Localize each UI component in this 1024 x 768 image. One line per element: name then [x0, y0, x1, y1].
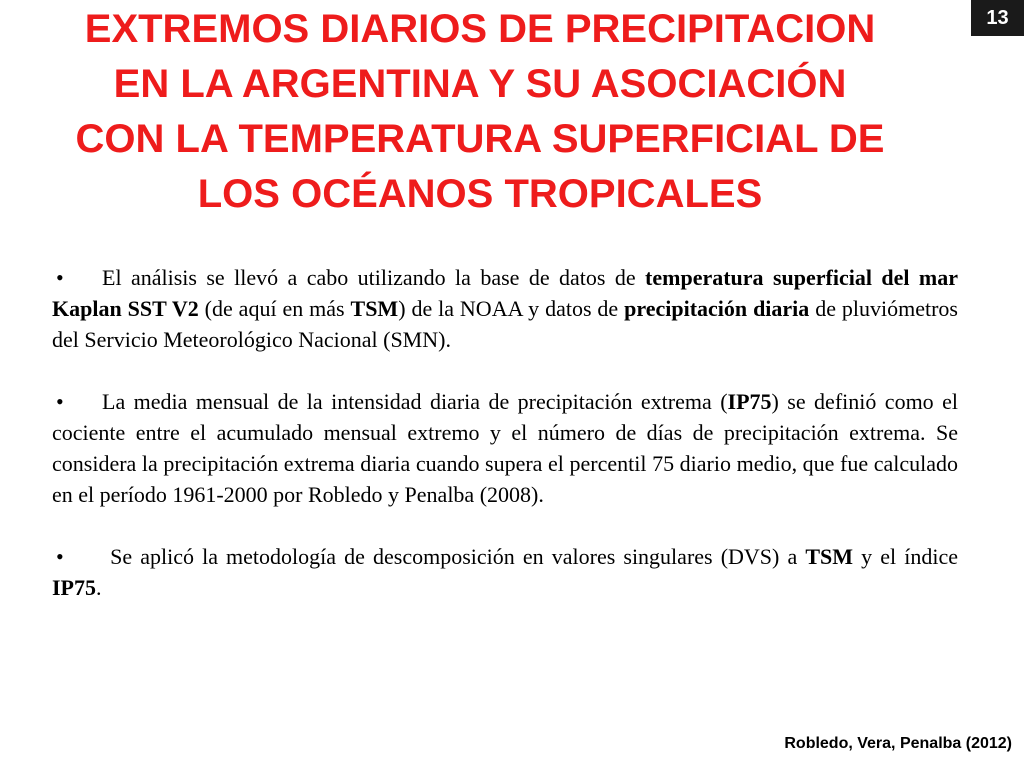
bold-term-ip75: IP75 — [52, 575, 96, 600]
title-line: LOS OCÉANOS TROPICALES — [197, 172, 763, 216]
text-segment: ) se definió como el cociente entre el acumulado mensual extremo y el número de días de precipitación extrema. Se considera la precipitación extrema diaria cuando supera el percentil 75 diario medio, que fue calculado en el período 1961-2000 por Robledo y Penalba (2008). — [52, 389, 958, 507]
text-segment: ) de la NOAA y datos de — [398, 296, 625, 321]
text-segment: La media mensual de la intensidad diaria de precipitación extrema ( — [102, 389, 728, 414]
page-number-badge: 13 — [971, 0, 1024, 36]
bold-term-tsm: TSM — [805, 544, 854, 569]
bullet-icon: • — [56, 544, 64, 569]
text-segment: y el índice — [853, 544, 958, 569]
slide-title — [0, 2, 960, 222]
bullet-icon: • — [56, 265, 64, 290]
bold-term-sst: temperatura superficial del mar Kaplan SST V2 — [52, 265, 958, 321]
title-line: EXTREMOS DIARIOS DE PRECIPITACION — [84, 7, 876, 51]
bullet-paragraph-2 — [52, 386, 958, 510]
text-segment: El análisis se llevó a cabo utilizando la base de datos de — [102, 265, 646, 290]
title-line: EN LA ARGENTINA Y SU ASOCIACIÓN — [113, 62, 847, 106]
bold-term-precip: precipitación diaria — [624, 296, 810, 321]
text-segment: de pluviómetros del Servicio Meteorológico Nacional (SMN). — [52, 296, 958, 352]
bold-term-ip75: IP75 — [727, 389, 772, 414]
slide-body — [52, 262, 958, 603]
bullet-icon: • — [56, 389, 64, 414]
text-segment: (de aquí en más — [198, 296, 351, 321]
bullet-paragraph-3 — [52, 541, 958, 603]
text-segment: . — [96, 575, 102, 600]
citation: Robledo, Vera, Penalba (2012) — [784, 735, 1012, 752]
bold-term-tsm: TSM — [350, 296, 399, 321]
text-segment: Se aplicó la metodología de descomposición en valores singulares (DVS) a — [102, 544, 806, 569]
bullet-paragraph-1 — [52, 262, 958, 355]
title-line: CON LA TEMPERATURA SUPERFICIAL DE — [75, 117, 885, 161]
